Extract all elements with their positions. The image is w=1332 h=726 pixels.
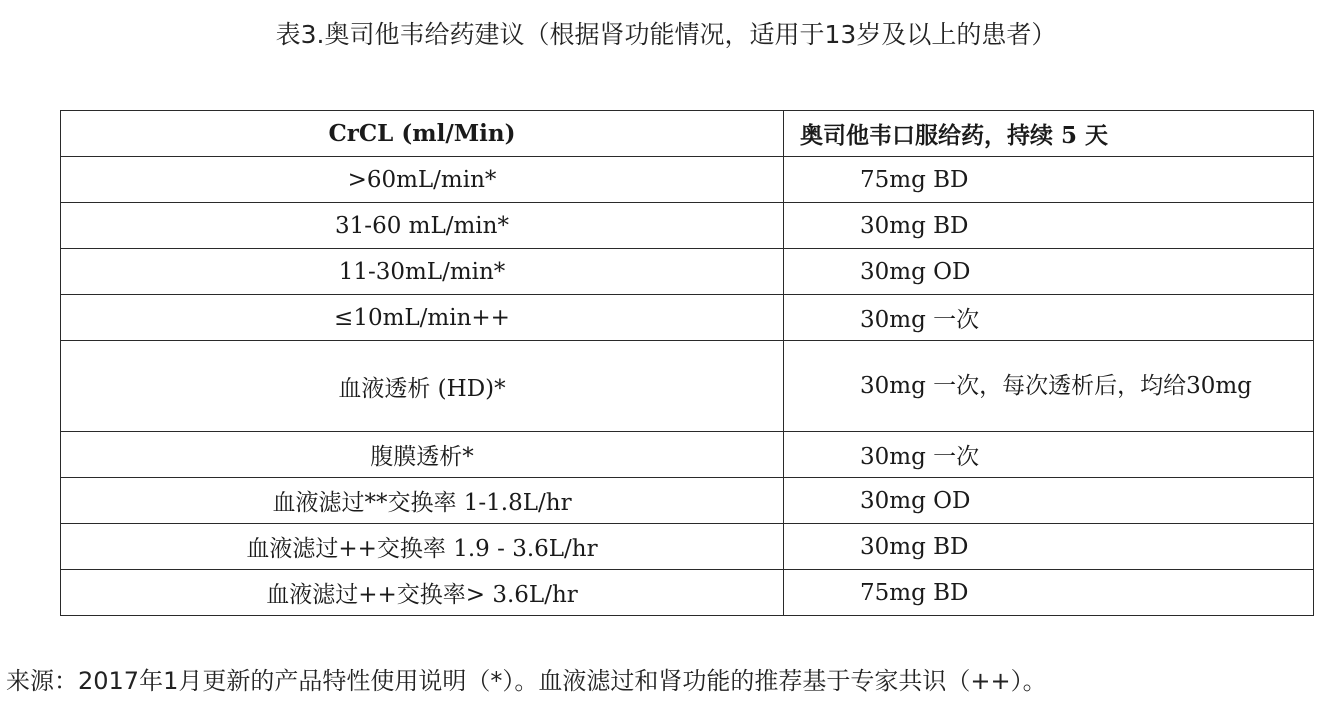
table-header-row: [61, 111, 1314, 157]
dose-cell: 75mg BD: [784, 157, 1314, 203]
dose-cell: 30mg 一次，每次透析后，均给30mg: [784, 341, 1314, 432]
table-row: [61, 432, 1314, 478]
dose-cell: 30mg BD: [784, 524, 1314, 570]
crcl-cell: 31-60 mL/min*: [61, 203, 784, 249]
crcl-cell: 血液滤过**交换率 1-1.8L/hr: [61, 478, 784, 524]
crcl-cell: ≤10mL/min++: [61, 295, 784, 341]
dose-cell: 30mg BD: [784, 203, 1314, 249]
table-title: 表3.奥司他韦给药建议（根据肾功能情况，适用于13岁及以上的患者）: [275, 20, 1057, 49]
table-row: [61, 478, 1314, 524]
crcl-cell: 11-30mL/min*: [61, 249, 784, 295]
source-note: 来源：2017年1月更新的产品特性使用说明（*）。血液滤过和肾功能的推荐基于专家共识（++）。: [6, 667, 1047, 695]
header-crcl: CrCL (ml/Min): [61, 111, 784, 157]
table-row: [61, 295, 1314, 341]
dose-cell: 30mg OD: [784, 478, 1314, 524]
dosage-table: [60, 110, 1314, 616]
table-row: [61, 203, 1314, 249]
dose-cell: 30mg OD: [784, 249, 1314, 295]
header-dose: 奥司他韦口服给药，持续 5 天: [784, 111, 1314, 157]
dose-cell: 75mg BD: [784, 570, 1314, 616]
table-row: [61, 157, 1314, 203]
table-row: [61, 524, 1314, 570]
crcl-cell: 血液滤过++交换率 1.9 - 3.6L/hr: [61, 524, 784, 570]
crcl-cell: 血液透析 (HD)*: [61, 341, 784, 432]
table-row: [61, 249, 1314, 295]
table-row: [61, 341, 1314, 432]
crcl-cell: 血液滤过++交换率> 3.6L/hr: [61, 570, 784, 616]
dose-cell: 30mg 一次: [784, 295, 1314, 341]
crcl-cell: 腹膜透析*: [61, 432, 784, 478]
crcl-cell: >60mL/min*: [61, 157, 784, 203]
dose-cell: 30mg 一次: [784, 432, 1314, 478]
table-row: [61, 570, 1314, 616]
